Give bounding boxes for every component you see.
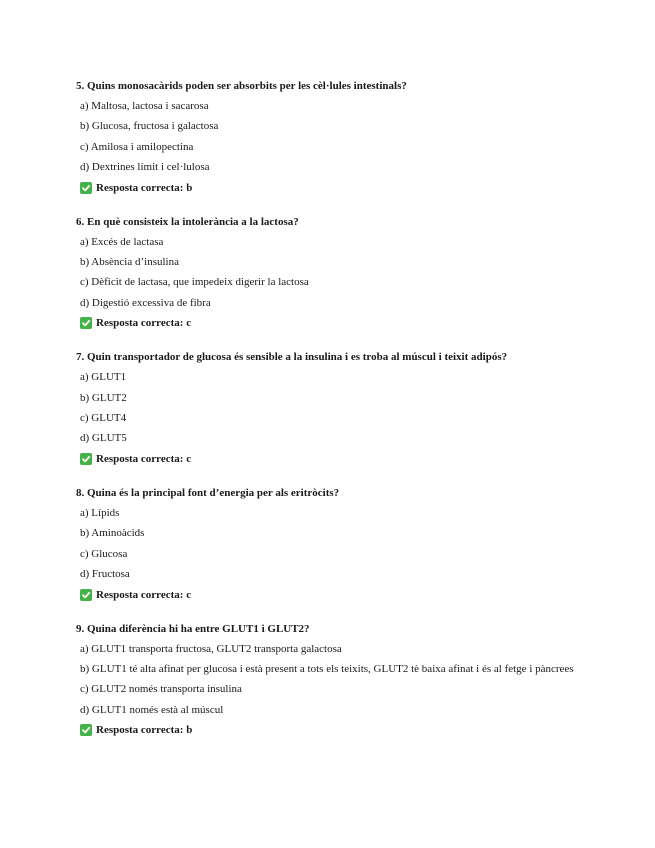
option-c: c) Dèficit de lactasa, que impedeix digerir la lactosa [80,276,309,289]
option-d: d) GLUT1 només està al múscul [80,703,224,716]
check-mark-icon [80,589,92,601]
correct-answer-label: Resposta correcta: c [96,452,192,465]
correct-answer [76,313,576,333]
question-title: 8. Quina és la principal font d’energia per als eritròcits? [76,486,340,499]
question-title: 5. Quins monosacàrids poden ser absorbits per les cèl·lules intestinals? [76,80,407,92]
option-a: a) Maltosa, lactosa i sacarosa [80,100,209,112]
quiz-page [76,76,576,754]
option-b: b) Absència d’insulina [80,256,179,269]
check-mark-icon [80,182,92,194]
check-mark-icon [80,317,92,329]
option-c: c) GLUT4 [80,412,127,425]
correct-answer [76,585,576,605]
option-a: a) Lípids [80,506,120,519]
question-title: 7. Quin transportador de glucosa és sensible a la insulina i es troba al múscul i teixit adipós? [76,351,508,364]
option-a: a) Excés de lactasa [80,235,164,248]
option-a: a) GLUT1 [80,371,127,384]
correct-answer [76,720,576,740]
option-b: b) Aminoàcids [80,527,145,540]
option-b: b) GLUT1 té alta afinat per glucosa i està present a tots els teixits, GLUT2 tè baixa afinat i és al fetge i pàncrees [80,662,574,675]
correct-answer-label: Resposta correcta: c [96,588,192,601]
question-8 [76,483,576,605]
question-title: 6. En què consisteix la intolerància a la lactosa? [76,215,299,228]
question-9 [76,619,576,741]
option-d: d) Fructosa [80,568,130,581]
correct-answer-label: Resposta correcta: b [96,181,193,194]
option-b: b) GLUT2 [80,391,127,404]
option-d: d) Digestió excessiva de fibra [80,296,211,309]
check-mark-icon [80,724,92,736]
option-d: d) Dextrines límit i cel·lulosa [80,161,210,174]
option-c: c) GLUT2 només transporta insulina [80,683,242,696]
check-mark-icon [80,453,92,465]
option-c: c) Glucosa [80,547,128,560]
question-6 [76,212,576,334]
question-title: 9. Quina diferència hi ha entre GLUT1 i GLUT2? [76,622,310,635]
question-7 [76,347,576,469]
question-5 [76,76,576,198]
option-a: a) GLUT1 transporta fructosa, GLUT2 transporta galactosa [80,642,342,655]
correct-answer-label: Resposta correcta: b [96,724,193,737]
option-c: c) Amilosa i amilopectina [80,140,194,153]
correct-answer [76,449,576,469]
option-b: b) Glucosa, fructosa i galactosa [80,120,219,133]
option-d: d) GLUT5 [80,432,127,445]
correct-answer [76,178,576,198]
correct-answer-label: Resposta correcta: c [96,317,192,330]
